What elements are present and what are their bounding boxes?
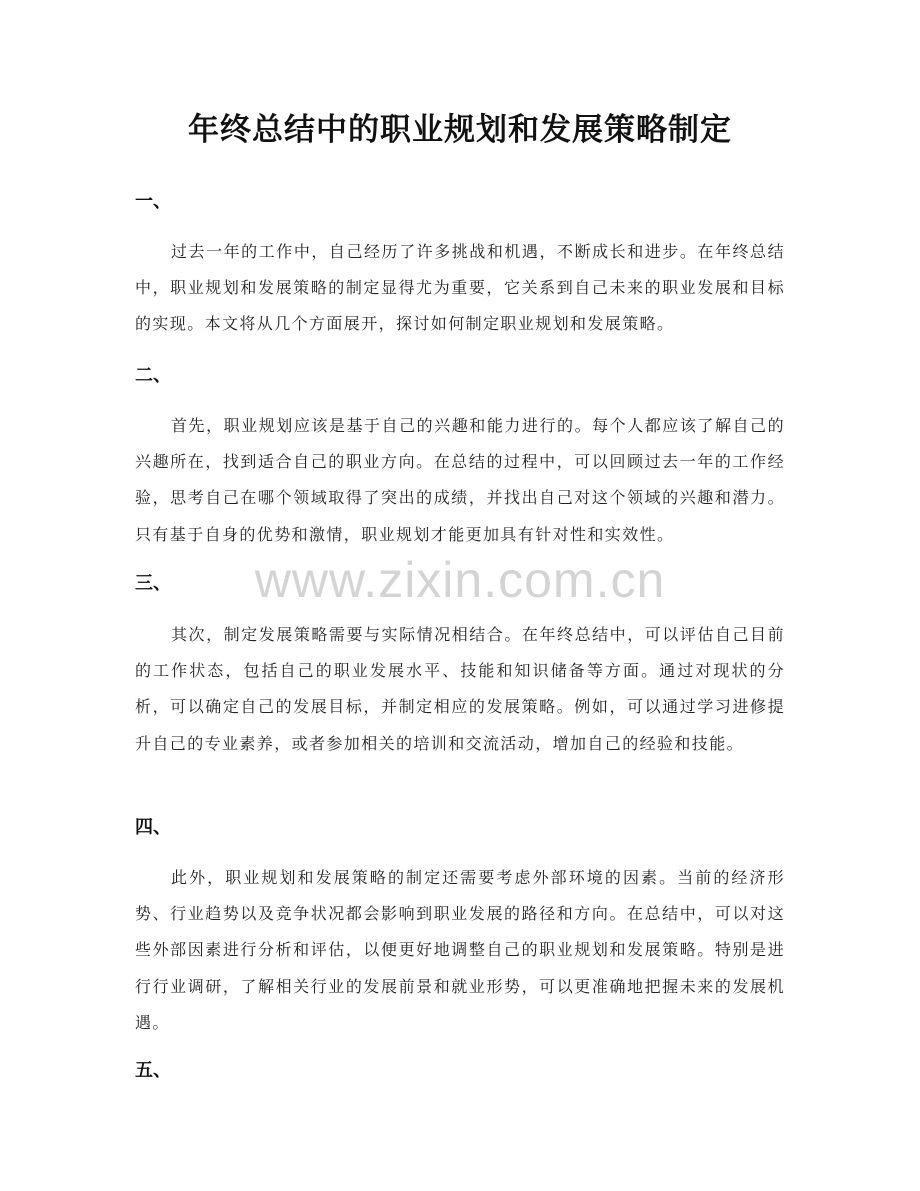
- watermark: www.zixin.com.cn: [254, 552, 666, 608]
- section-heading-3: 三、: [135, 573, 171, 594]
- section-heading-2: 二、: [135, 365, 171, 386]
- section-heading-5: 五、: [135, 1060, 171, 1081]
- section-heading-1: 一、: [135, 191, 171, 212]
- section-heading-4: 四、: [135, 817, 171, 838]
- section-paragraph-3: 其次，制定发展策略需要与实际情况相结合。在年终总结中，可以评估自己目前的工作状态，包括自己的职业发展水平、技能和知识储备等方面。通过对现状的分析，可以确定自己的发展目标，并制定相应的发展策略。例如，可以通过学习进修提升自己的专业素养，或者参加相关的培训和交流活动，增加自己的经验和技能。: [135, 625, 785, 753]
- section-paragraph-4: 此外，职业规划和发展策略的制定还需要考虑外部环境的因素。当前的经济形势、行业趋势以及竞争状况都会影响到职业发展的路径和方向。在总结中，可以对这些外部因素进行分析和评估，以便更好地调整自己的职业规划和发展策略。特别是进行行业调研，了解相关行业的发展前景和就业形势，可以更准确地把握未来的发展机遇。: [135, 868, 785, 1032]
- section-paragraph-1: 过去一年的工作中，自己经历了许多挑战和机遇，不断成长和进步。在年终总结中，职业规划和发展策略的制定显得尤为重要，它关系到自己未来的职业发展和目标的实现。本文将从几个方面展开，探讨如何制定职业规划和发展策略。: [135, 242, 785, 334]
- section-paragraph-2: 首先，职业规划应该是基于自己的兴趣和能力进行的。每个人都应该了解自己的兴趣所在，找到适合自己的职业方向。在总结的过程中，可以回顾过去一年的工作经验，思考自己在哪个领域取得了突出的成绩，并找出自己对这个领域的兴趣和潜力。只有基于自身的优势和激情，职业规划才能更加具有针对性和实效性。: [135, 416, 785, 544]
- document-title: 年终总结中的职业规划和发展策略制定: [188, 112, 732, 148]
